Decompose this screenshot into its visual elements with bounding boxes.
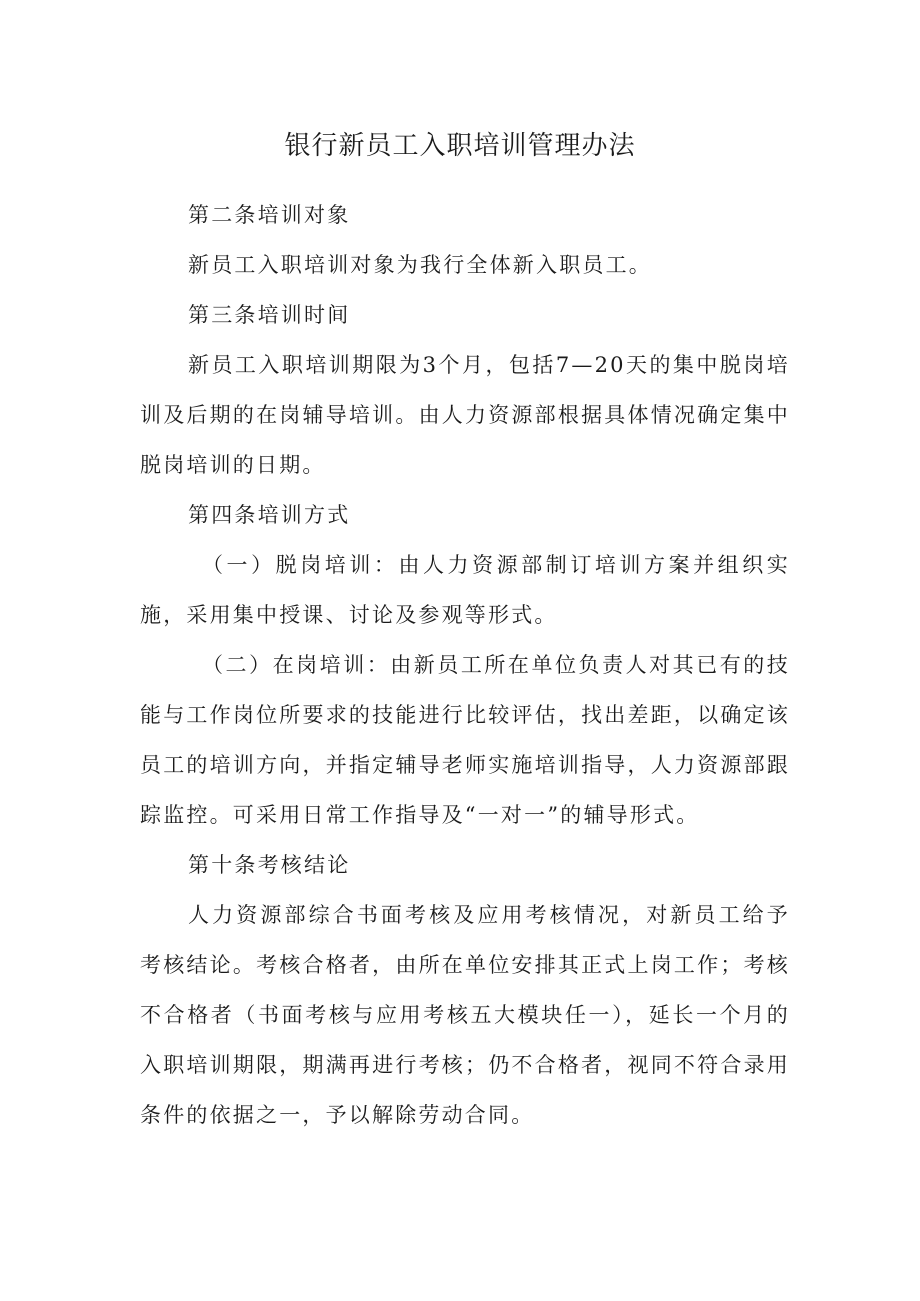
document-title: 银行新员工入职培训管理办法 [284, 131, 636, 161]
section-heading: 第四条培训方式 [188, 503, 351, 527]
section-heading: 第三条培训时间 [188, 303, 351, 327]
paragraph: 人力资源部综合书面考核及应用考核情况，对新员工给予考核结论。考核合格者，由所在单位安排其正式上岗工作；考核不合格者（书面考核与应用考核五大模块任一），延长一个月的入职培训期限，期满再进行考核；仍不合格者，视同不符合录用条件的依据之一，予以解除劳动合同。 [140, 903, 790, 1127]
paragraph: 新员工入职培训期限为3个月，包括7—20天的集中脱岗培训及后期的在岗辅导培训。由人力资源部根据具体情况确定集中脱岗培训的日期。 [140, 353, 790, 477]
paragraph: （一）脱岗培训：由人力资源部制订培训方案并组织实施，采用集中授课、讨论及参观等形式。 [140, 553, 790, 627]
paragraph: 新员工入职培训对象为我行全体新入职员工。 [188, 253, 652, 277]
document-body [140, 190, 790, 1140]
section-heading: 第十条考核结论 [188, 853, 351, 877]
paragraph: （二）在岗培训：由新员工所在单位负责人对其已有的技能与工作岗位所要求的技能进行比较评估，找出差距，以确定该员工的培训方向，并指定辅导老师实施培训指导，人力资源部跟踪监控。可采用日常工作指导及“一对一”的辅导形式。 [140, 653, 790, 827]
section-heading: 第二条培训对象 [188, 203, 351, 227]
